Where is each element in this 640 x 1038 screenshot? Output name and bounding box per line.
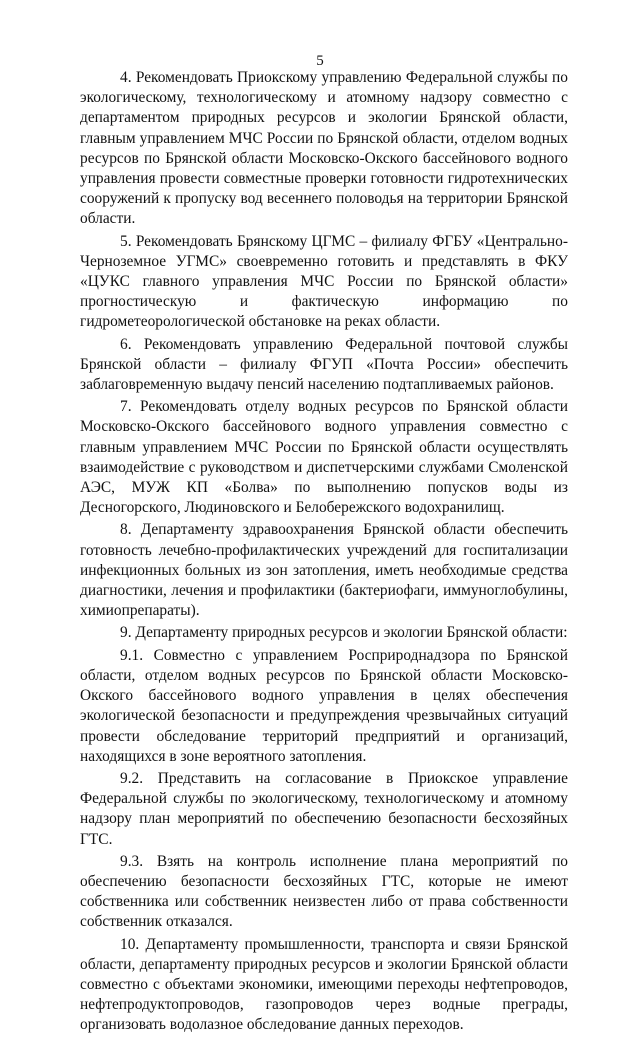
paragraph-10: 10. Департаменту промышленности, транспорта и связи Брянской области, департаменту природных ресурсов и экологии Брянской области совместно с объектами экономики, имеющими переходы нефтепроводов, нефтепродуктопроводов, газопроводов через водные преграды, организовать водолазное обследование данных переходов. — [80, 935, 568, 1034]
paragraph-5: 5. Рекомендовать Брянскому ЦГМС – филиалу ФГБУ «Центрально-Черноземное УГМС» своевременно готовить и представлять в ФКУ «ЦУКС главного управления МЧС России по Брянской области» прогностическую и фактическую информацию по гидрометеорологической обстановке на реках области. — [80, 232, 568, 331]
document-body — [80, 68, 568, 1038]
paragraph-6: 6. Рекомендовать управлению Федеральной почтовой службы Брянской области – филиалу ФГУП «Почта России» обеспечить заблаговременную выдачу пенсий населению подтапливаемых районов. — [80, 335, 568, 394]
page-number: 5 — [316, 53, 324, 69]
paragraph-8: 8. Департаменту здравоохранения Брянской области обеспечить готовность лечебно-профилактических учреждений для госпитализации инфекционных больных из зон затопления, иметь необходимые средства диагностики, лечения и профилактики (бактериофаги, иммуноглобулины, химиопрепараты). — [80, 521, 568, 620]
paragraph-9: 9. Департаменту природных ресурсов и экологии Брянской области: — [120, 624, 568, 642]
paragraph-7: 7. Рекомендовать отделу водных ресурсов по Брянской области Московско-Окского бассейнового водного управления совместно с главным управлением МЧС России по Брянской области осуществлять взаимодействие с руководством и диспетчерскими службами Смоленской АЭС, МУЖ КП «Болва» по выполнению попусков воды из Десногорского, Людиновского и Белобережского водохранилищ. — [80, 398, 568, 517]
paragraph-9-2: 9.2. Представить на согласование в Приокское управление Федеральной службы по экологическому, технологическому и атомному надзору план мероприятий по обеспечению безопасности бесхозяйных ГТС. — [80, 769, 568, 848]
paragraph-4: 4. Рекомендовать Приокскому управлению Федеральной службы по экологическому, технологическому и атомному надзору совместно с департаментом природных ресурсов и экологии Брянской области, главным управлением МЧС России по Брянской области, отделом водных ресурсов по Брянской области Московско-Окского бассейнового водного управления провести совместные проверки готовности гидротехнических сооружений к пропуску вод весеннего половодья на территории Брянской области. — [80, 69, 568, 228]
paragraph-9-1: 9.1. Совместно с управлением Росприроднадзора по Брянской области, отделом водных ресурсов по Брянской области Московско-Окского бассейнового водного управления в целях обеспечения экологической безопасности и предупреждения чрезвычайных ситуаций провести обследование территорий предприятий и организаций, находящихся в зоне вероятного затопления. — [80, 646, 568, 765]
paragraph-9-3: 9.3. Взять на контроль исполнение плана мероприятий по обеспечению безопасности бесхозяйных ГТС, которые не имеют собственника или собственник неизвестен либо от права собственности собственник отказался. — [80, 852, 568, 931]
